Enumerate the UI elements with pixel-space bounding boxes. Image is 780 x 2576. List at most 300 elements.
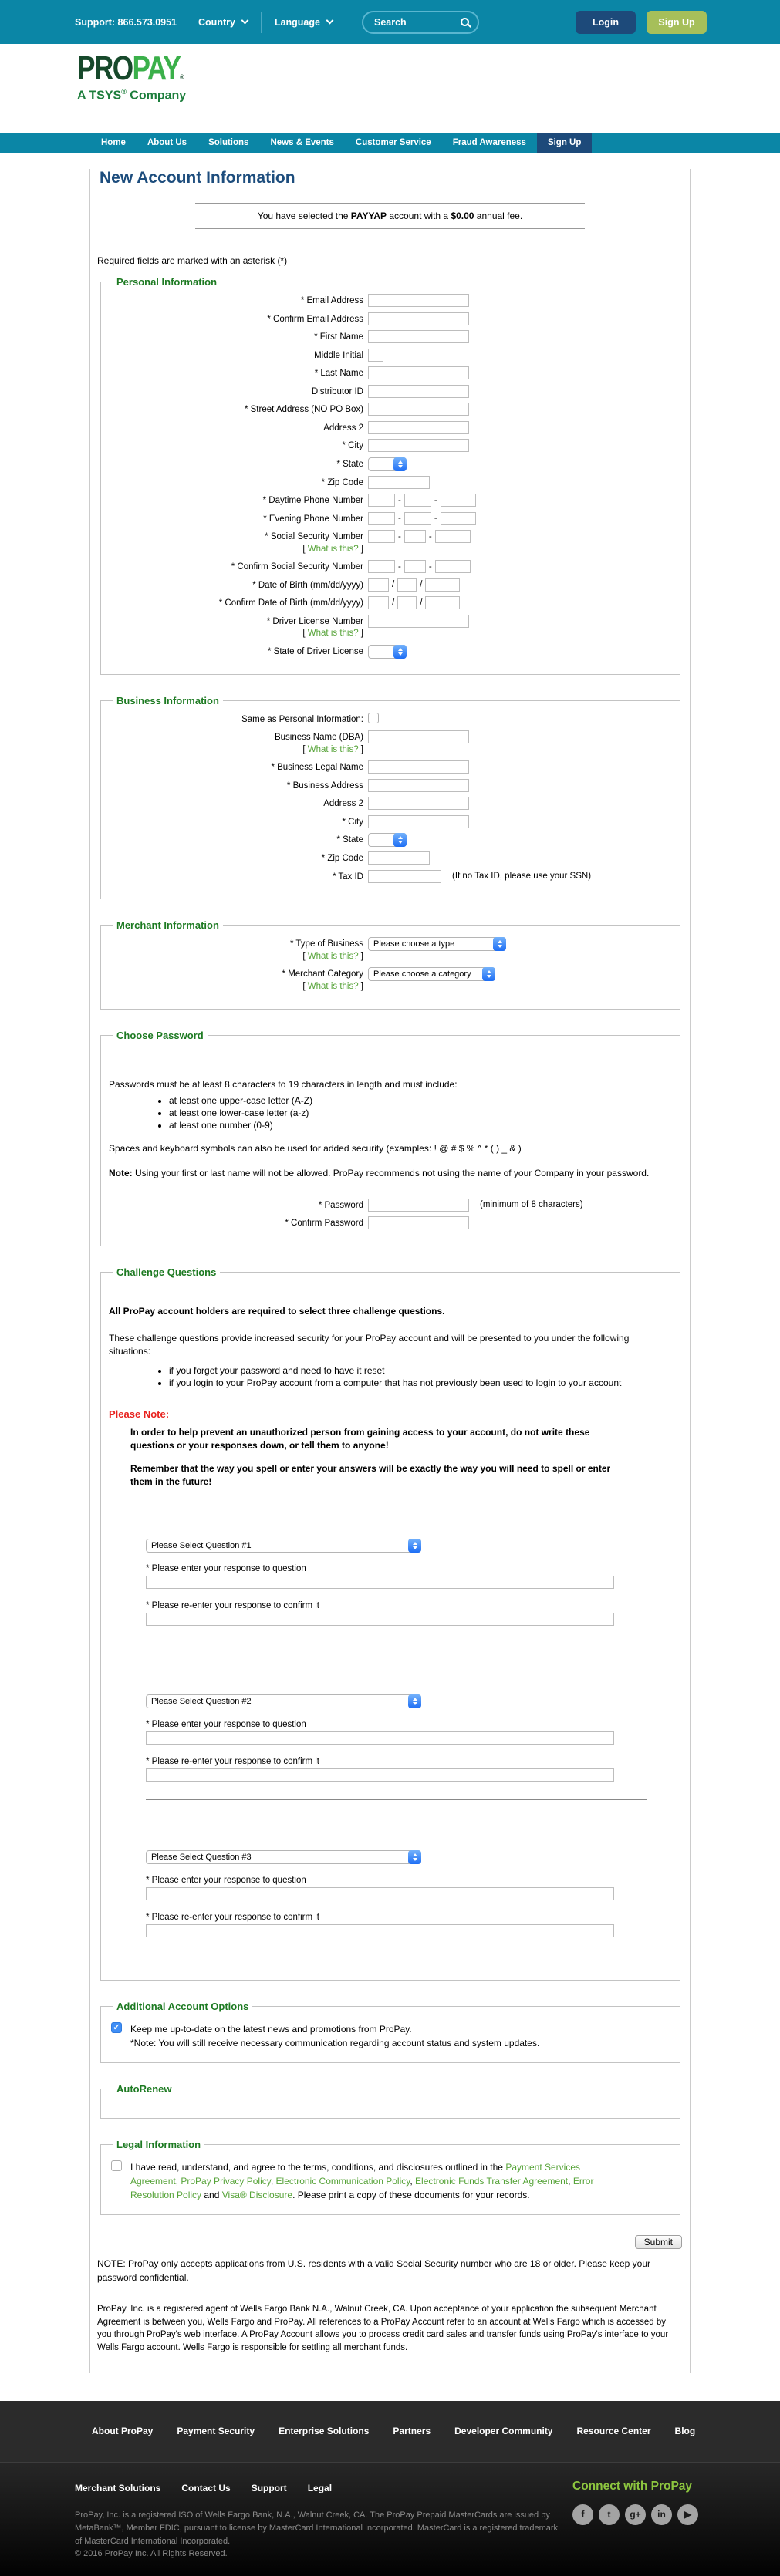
form-row (109, 779, 672, 793)
type-of-business-select[interactable] (368, 937, 506, 951)
legal-information-section (100, 2139, 680, 2215)
field-label-text: Address 2 (323, 423, 363, 433)
challenge-warning-2: Remember that the way you spell or enter your answers will be exactly the way you will need to spell or enter them in the future! (130, 1463, 611, 1488)
form-row (109, 937, 672, 963)
evening-phone-number-part-1-input[interactable] (368, 512, 395, 525)
selected-value: Please Select Question #3 (151, 1852, 252, 1862)
field-label (109, 833, 363, 847)
section-legend: Business Information (116, 694, 219, 706)
select-stepper-icon (393, 457, 407, 471)
additional-account-options-section (100, 2001, 680, 2063)
field-label-text: * Business Legal Name (271, 763, 363, 773)
field-label (109, 457, 363, 471)
wells-fargo-disclosure: ProPay, Inc. is a registered agent of Wells Fargo Bank N.A., Walnut Creek, CA. Upon acceptance of your application the subsequent Merchant Agreement is between you, Wells Fargo and ProPay. All references to a ProPay Account refer to an account at Wells Fargo which is accessed by you through ProPay's web interface. A ProPay Account allows you to process credit card sales and transfer funds using ProPay's interface to your Wells Fargo account. Wells Fargo is responsible for settling all merchant funds. (97, 2304, 669, 2352)
payment-services-agreement-link[interactable]: Payment Services Agreement (130, 2161, 581, 2187)
challenge-question-1-select[interactable] (146, 1539, 421, 1553)
driver-license-number-input[interactable] (368, 615, 469, 628)
footer-nav-contact-us[interactable]: Contact Us (181, 2482, 231, 2493)
confirm-response-label: * Please re-enter your response to confirm it (146, 1912, 319, 1922)
search-placeholder: Search (373, 16, 407, 28)
confirm-response-label: * Please re-enter your response to confirm it (146, 1756, 319, 1766)
date-of-birth-mm-dd-yyyy-part-2-input[interactable] (397, 578, 417, 592)
field-label (109, 1199, 363, 1212)
field-label-text: * First Name (314, 332, 363, 342)
confirm-response-label: * Please re-enter your response to confirm it (146, 1600, 319, 1610)
field-label (109, 349, 363, 362)
field-label (109, 967, 363, 993)
merchant-category-select[interactable] (368, 967, 495, 981)
field-label-text: * Tax ID (332, 872, 363, 882)
field-label (109, 760, 363, 774)
field-label-text: * Social Security Number (265, 532, 363, 542)
error-resolution-policy-link[interactable]: Error Resolution Policy (130, 2175, 594, 2200)
field-label (109, 615, 363, 640)
nav-item-about-us[interactable]: About Us (147, 138, 187, 147)
field-label-text: * Date of Birth (mm/dd/yyyy) (252, 580, 363, 590)
business-legal-name-input[interactable] (368, 760, 469, 774)
response-label: * Please enter your response to question (146, 1719, 306, 1729)
field-input-area (368, 797, 469, 810)
separator: - (428, 531, 432, 541)
footer-nav-developer-community[interactable]: Developer Community (454, 2426, 553, 2437)
form-row (109, 851, 672, 865)
confirm-social-security-number-part-2-input[interactable] (404, 560, 426, 573)
help-link-wrap: [ What is this? ] (302, 744, 363, 754)
field-input-area (368, 330, 469, 343)
news-optin-label: Keep me up-to-date on the latest news and promotions from ProPay. *Note: You will still receive necessary communication regarding account status and system updates. (130, 2023, 540, 2048)
annual-fee: $0.00 (451, 211, 474, 221)
challenge-questions-section (100, 1266, 680, 1981)
challenge-question-group-3 (146, 1849, 672, 1938)
business-address-input[interactable] (368, 779, 469, 792)
submit-button[interactable]: Submit (635, 2235, 682, 2249)
field-label-text: * Business Address (286, 781, 363, 791)
field-label (109, 421, 363, 435)
logo-band (0, 44, 780, 133)
social-security-number-part-2-input[interactable] (404, 530, 426, 543)
last-name-input[interactable] (368, 366, 469, 379)
confirm-date-of-birth-mm-dd-yyyy-part-1-input[interactable] (368, 596, 389, 609)
challenge-question-2-select[interactable] (146, 1694, 421, 1708)
residency-note: NOTE: ProPay only accepts applications from U.S. residents with a valid Social Security number who are 18 or older. Please keep your password confidential. (97, 2257, 651, 2283)
field-input-area (368, 385, 469, 398)
tax-id-input[interactable] (368, 870, 441, 883)
confirm-date-of-birth-mm-dd-yyyy-part-2-input[interactable] (397, 596, 417, 609)
field-label-text: Middle Initial (314, 350, 363, 360)
youtube-icon[interactable]: ▶ (677, 2504, 698, 2525)
same-as-personal-information-checkbox[interactable] (368, 713, 379, 723)
social-icons (572, 2504, 698, 2525)
arrow-down-icon (398, 841, 403, 844)
select-stepper-icon (393, 645, 407, 659)
field-label-text: * Driver License Number (266, 616, 363, 626)
arrow-up-icon (413, 1853, 417, 1856)
field-label-text: * Password (318, 1200, 363, 1210)
footer-connect-block (572, 2480, 698, 2525)
separator: / (420, 580, 423, 590)
challenge-question-group-1 (146, 1538, 672, 1627)
field-input-area (368, 560, 471, 573)
field-label-text: * Zip Code (321, 477, 363, 487)
daytime-phone-number-part-1-input[interactable] (368, 494, 395, 507)
field-input-area (368, 366, 469, 379)
search-input[interactable] (362, 11, 479, 34)
form-row (109, 439, 672, 453)
form-row (109, 645, 672, 659)
language-dropdown[interactable] (275, 17, 333, 28)
list-item: • at least one lower-case letter (a-z) (169, 1108, 672, 1118)
social-security-number-part-1-input[interactable] (368, 530, 395, 543)
nav-item-customer-service[interactable]: Customer Service (355, 138, 431, 147)
form-row (109, 366, 672, 380)
field-label-text: * Type of Business (289, 939, 363, 949)
chevron-down-icon (241, 17, 248, 25)
selected-value: Please Select Question #2 (151, 1696, 252, 1706)
field-label (109, 797, 363, 811)
merchant-information-section (100, 919, 680, 1009)
form-row (109, 967, 672, 993)
google-plus-icon[interactable]: g+ (625, 2504, 646, 2525)
field-label-text: Address 2 (323, 799, 363, 809)
login-button[interactable]: Login (576, 11, 636, 34)
field-label-text: * Evening Phone Number (263, 514, 363, 524)
evening-phone-number-part-3-input[interactable] (441, 512, 476, 525)
what-is-this-link[interactable]: What is this? (307, 981, 359, 991)
field-input-area (368, 815, 469, 828)
arrow-down-icon (398, 652, 403, 656)
field-label-text: * Daytime Phone Number (262, 496, 363, 506)
field-label-text: * Confirm Password (285, 1219, 363, 1229)
field-label (109, 851, 363, 865)
field-label-text: Business Name (DBA) (274, 733, 363, 743)
field-input-area (368, 421, 469, 434)
footer-primary-nav (0, 2401, 780, 2463)
personal-information-section (100, 276, 680, 675)
field-input-area (368, 1199, 583, 1212)
password-rules-list (109, 1095, 672, 1131)
electronic-communication-policy-link[interactable]: Electronic Communication Policy (275, 2175, 410, 2187)
challenge-confirm-2-input[interactable] (146, 1768, 614, 1782)
separator: / (392, 598, 395, 608)
challenge-confirm-1-input[interactable] (146, 1613, 614, 1626)
list-item: • if you forget your password and need to have it reset (169, 1365, 672, 1376)
daytime-phone-number-part-3-input[interactable] (441, 494, 476, 507)
field-input-area (368, 403, 469, 416)
footer-nav-blog[interactable]: Blog (674, 2426, 696, 2437)
section-legend: Legal Information (116, 2138, 201, 2150)
what-is-this-link[interactable]: What is this? (307, 629, 359, 639)
footer-nav-payment-security[interactable]: Payment Security (177, 2426, 255, 2437)
response-label: * Please enter your response to question (146, 1563, 306, 1573)
password-name-note: Note: Using your first or last name will not be allowed. ProPay recommends not using the name of your Company in your password. (109, 1167, 650, 1178)
date-of-birth-mm-dd-yyyy-part-3-input[interactable] (425, 578, 460, 592)
challenge-response-3-input[interactable] (146, 1887, 614, 1900)
field-label-text: Same as Personal Information: (241, 714, 363, 724)
legal-agree-checkbox[interactable] (111, 2160, 122, 2171)
footer-legal-text: ProPay, Inc. is a registered ISO of Wells Fargo Bank, N.A., Walnut Creek, CA. The ProPay Prepaid MasterCards are issued by MetaBank™, Member FDIC, pursuant to license by MasterCard International Incorporated. MasterCard is a registered trademark of MasterCard International Incorporated. (75, 2510, 559, 2546)
field-label-text: * Last Name (314, 369, 363, 379)
country-dropdown-label: Country (198, 16, 235, 28)
nav-item-fraud-awareness[interactable]: Fraud Awareness (452, 138, 526, 147)
section-legend: Choose Password (116, 1029, 204, 1041)
section-legend: Additional Account Options (116, 2000, 249, 2012)
form-row (109, 349, 672, 362)
middle-initial-input[interactable] (368, 349, 383, 362)
field-label-text: * City (342, 817, 363, 827)
field-label (109, 1216, 363, 1230)
daytime-phone-number-part-2-input[interactable] (404, 494, 431, 507)
challenge-groups (109, 1538, 672, 1938)
challenge-confirm-3-input[interactable] (146, 1924, 614, 1937)
field-label (109, 294, 363, 308)
field-label (109, 870, 363, 884)
field-input-area (368, 512, 476, 525)
facebook-icon[interactable]: f (572, 2504, 593, 2525)
separator: - (434, 514, 437, 524)
twitter-icon[interactable]: t (599, 2504, 620, 2525)
account-name: PAYYAP (350, 211, 387, 221)
form-row (109, 596, 672, 610)
field-label-text: * State (336, 459, 363, 469)
field-input-area (368, 833, 407, 847)
what-is-this-link[interactable]: What is this? (307, 744, 359, 754)
footer-nav-support[interactable]: Support (251, 2482, 287, 2493)
main-nav (0, 133, 780, 153)
field-label (109, 713, 363, 727)
field-note: (If no Tax ID, please use your SSN) (452, 872, 592, 882)
footer-nav-about-propay[interactable]: About ProPay (92, 2426, 154, 2437)
social-security-number-part-3-input[interactable] (435, 530, 471, 543)
field-input-area (368, 713, 379, 723)
tsys-tagline: A TSYS® Company (77, 88, 187, 103)
field-input-area (368, 851, 430, 865)
arrow-down-icon (413, 1546, 417, 1549)
field-label-text: * State of Driver License (267, 646, 363, 656)
signup-button[interactable]: Sign Up (647, 11, 707, 34)
business-name-dba-input[interactable] (368, 730, 469, 743)
form-row (109, 797, 672, 811)
form-row (109, 560, 672, 574)
challenge-question-3-select[interactable] (146, 1850, 421, 1864)
password-input[interactable] (368, 1199, 469, 1212)
arrow-up-icon (487, 970, 491, 973)
language-dropdown-label: Language (274, 16, 320, 28)
city-input[interactable] (368, 439, 469, 452)
separator: / (420, 598, 423, 608)
city-input[interactable] (368, 815, 469, 828)
form-row (109, 294, 672, 308)
zip-code-input[interactable] (368, 476, 430, 489)
form-row (109, 421, 672, 435)
help-link-wrap: [ What is this? ] (302, 629, 363, 639)
propay-logo[interactable] (77, 49, 183, 87)
form-row (109, 530, 672, 555)
field-input-area (368, 530, 471, 543)
field-label-text: * Zip Code (321, 854, 363, 864)
response-label: * Please enter your response to question (146, 1875, 306, 1885)
arrow-down-icon (487, 975, 491, 978)
form-row (109, 760, 672, 774)
logo-pro: PRO (77, 49, 133, 87)
field-label (109, 596, 363, 610)
arrow-down-icon (498, 945, 502, 948)
linkedin-icon[interactable]: in (651, 2504, 672, 2525)
nav-item-solutions[interactable]: Solutions (208, 138, 249, 147)
field-input-area (368, 476, 430, 489)
field-label (109, 439, 363, 453)
date-of-birth-mm-dd-yyyy-part-1-input[interactable] (368, 578, 389, 592)
field-label-text: * Street Address (NO PO Box) (244, 405, 363, 415)
select-stepper-icon (482, 967, 495, 981)
confirm-social-security-number-part-3-input[interactable] (435, 560, 471, 573)
separator: - (398, 514, 401, 524)
field-label (109, 476, 363, 490)
form-row (109, 713, 672, 727)
visa-disclosure-link[interactable]: Visa® Disclosure (221, 2189, 293, 2200)
field-input-area (368, 312, 469, 325)
field-input-area (368, 645, 407, 659)
help-link-wrap: [ What is this? ] (302, 981, 363, 991)
country-dropdown[interactable] (198, 17, 248, 28)
select-stepper-icon (408, 1539, 421, 1553)
selected-account-banner: You have selected the PAYYAP account with a $0.00 annual fee. (195, 203, 585, 229)
arrow-up-icon (398, 648, 403, 651)
submit-row (90, 2235, 682, 2249)
field-label (109, 779, 363, 793)
select-stepper-icon (408, 1694, 421, 1708)
zip-code-input[interactable] (368, 851, 430, 865)
field-label-text: Distributor ID (311, 386, 363, 396)
nav-item-sign-up[interactable]: Sign Up (537, 133, 592, 153)
field-note: (minimum of 8 characters) (480, 1200, 583, 1210)
field-label-text: * Merchant Category (282, 969, 363, 979)
confirm-date-of-birth-mm-dd-yyyy-part-3-input[interactable] (425, 596, 460, 609)
password-rules-intro: Passwords must be at least 8 characters to 19 characters in length and must include: (109, 1078, 458, 1090)
field-label (109, 937, 363, 963)
field-input-area (368, 457, 407, 471)
section-legend: AutoRenew (116, 2082, 172, 2095)
top-utility-bar (0, 0, 780, 44)
distributor-id-input[interactable] (368, 385, 469, 398)
required-fields-note: Required fields are marked with an asterisk (*) (97, 255, 288, 266)
footer-nav-legal[interactable]: Legal (307, 2482, 333, 2493)
field-label (109, 385, 363, 399)
form-row (109, 494, 672, 507)
form-row (109, 833, 672, 847)
challenge-intro: These challenge questions provide increased security for your ProPay account and will be presented to you under the following situations: (109, 1332, 630, 1357)
address-2-input[interactable] (368, 421, 469, 434)
select-stepper-icon (393, 833, 407, 847)
first-name-input[interactable] (368, 330, 469, 343)
field-label (109, 403, 363, 416)
challenge-intro-bold: All ProPay account holders are required to select three challenge questions. (109, 1305, 445, 1317)
search-icon[interactable] (461, 18, 469, 26)
help-link-wrap: [ What is this? ] (302, 544, 363, 554)
list-item: • at least one number (0-9) (169, 1120, 672, 1131)
list-item: • if you login to your ProPay account from a computer that has not previously been used to login to your account (169, 1377, 672, 1388)
address-2-input[interactable] (368, 797, 469, 810)
form-row (109, 312, 672, 326)
field-label (109, 578, 363, 592)
separator: / (392, 580, 395, 590)
footer-nav-resource-center[interactable]: Resource Center (576, 2426, 651, 2437)
confirm-email-address-input[interactable] (368, 312, 469, 325)
divider (261, 12, 262, 33)
field-input-area (368, 615, 469, 628)
form-row (109, 457, 672, 471)
selected-value: Please Select Question #1 (151, 1540, 252, 1550)
footer-nav-partners[interactable]: Partners (393, 2426, 431, 2437)
what-is-this-link[interactable]: What is this? (307, 544, 359, 554)
state-select[interactable] (368, 457, 407, 471)
state-of-driver-license-select[interactable] (368, 645, 407, 659)
field-input-area (368, 494, 476, 507)
evening-phone-number-part-2-input[interactable] (404, 512, 431, 525)
propay-privacy-policy-link[interactable]: ProPay Privacy Policy (181, 2175, 271, 2187)
footer-nav-enterprise-solutions[interactable]: Enterprise Solutions (279, 2426, 370, 2437)
form-row (109, 615, 672, 640)
email-address-input[interactable] (368, 294, 469, 307)
content-container (89, 169, 691, 2373)
field-input-area (368, 1216, 469, 1229)
selected-value: Please choose a type (373, 939, 455, 949)
street-address-no-po-box-input[interactable] (368, 403, 469, 416)
arrow-up-icon (398, 836, 403, 839)
electronic-funds-transfer-agreement-link[interactable]: Electronic Funds Transfer Agreement (415, 2175, 569, 2187)
challenge-response-2-input[interactable] (146, 1731, 614, 1745)
field-label-text: * City (342, 441, 363, 451)
choose-password-section (100, 1030, 680, 1246)
nav-item-home[interactable]: Home (101, 138, 126, 147)
field-label (109, 512, 363, 526)
field-input-area (368, 967, 495, 981)
nav-item-news-events[interactable]: News & Events (270, 138, 334, 147)
password-symbols-note: Spaces and keyboard symbols can also be used for added security (examples: ! @ # $ % ^ * ( ) _ & ) (109, 1142, 522, 1154)
field-label (109, 530, 363, 555)
separator: - (398, 495, 401, 505)
section-legend: Challenge Questions (116, 1266, 217, 1278)
challenge-response-1-input[interactable] (146, 1576, 614, 1589)
field-label-text: * Confirm Social Security Number (231, 562, 363, 572)
challenge-question-group-2 (146, 1694, 672, 1782)
select-stepper-icon (408, 1850, 421, 1864)
arrow-up-icon (498, 940, 502, 943)
list-item: • at least one upper-case letter (A-Z) (169, 1095, 672, 1106)
confirm-social-security-number-part-1-input[interactable] (368, 560, 395, 573)
news-optin-checkbox[interactable] (111, 2022, 122, 2033)
selected-value: Please choose a category (373, 969, 471, 979)
field-label (109, 815, 363, 829)
state-select[interactable] (368, 833, 407, 847)
please-note-heading: Please Note: (109, 1408, 170, 1420)
separator: - (398, 561, 401, 572)
field-label (109, 330, 363, 344)
help-link-wrap: [ What is this? ] (302, 951, 363, 961)
field-label (109, 730, 363, 756)
footer-nav-merchant-solutions[interactable]: Merchant Solutions (75, 2482, 161, 2493)
field-input-area (368, 730, 469, 743)
field-label-text: * State (336, 835, 363, 845)
confirm-password-input[interactable] (368, 1216, 469, 1229)
business-information-section (100, 695, 680, 900)
arrow-up-icon (398, 460, 403, 464)
field-input-area (368, 779, 469, 792)
support-phone: Support: 866.573.0951 (75, 16, 177, 28)
what-is-this-link[interactable]: What is this? (307, 951, 359, 961)
logo-pay: PAY (132, 49, 181, 87)
footer-bottom (0, 2463, 780, 2576)
challenge-situations-list (109, 1365, 672, 1388)
